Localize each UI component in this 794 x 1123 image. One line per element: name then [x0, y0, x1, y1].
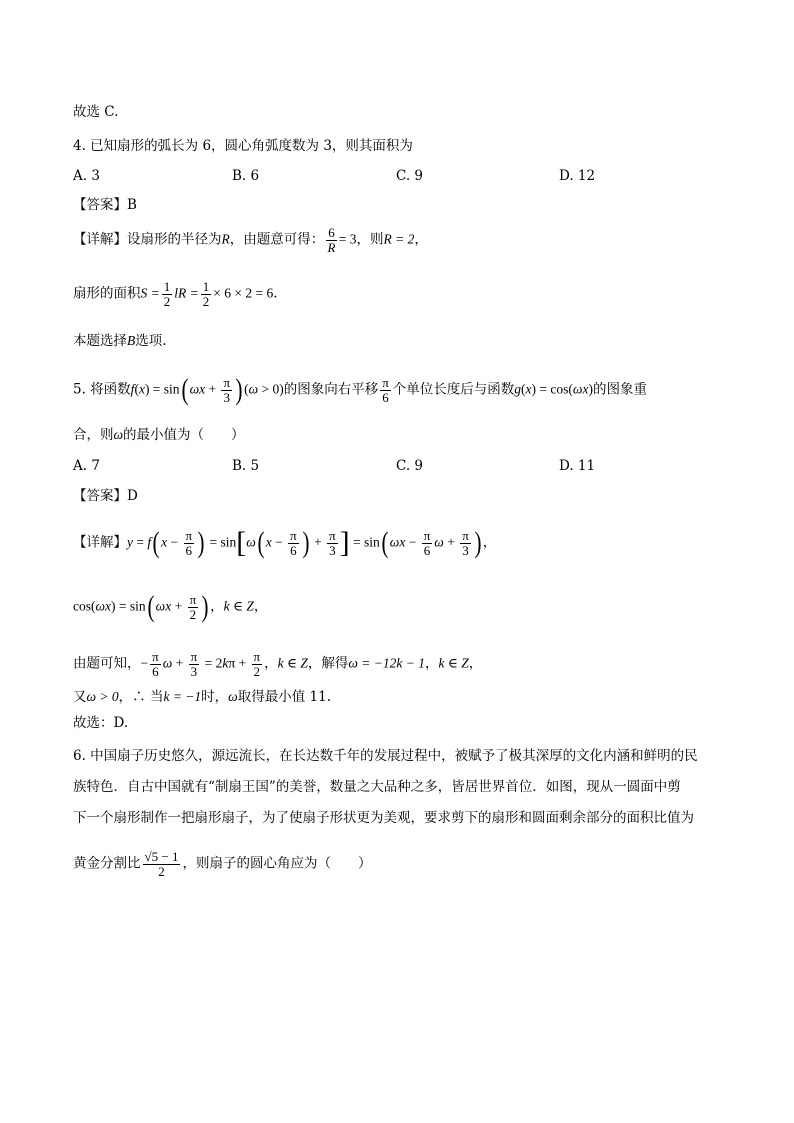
- q6-line4: 黄金分割比 $\frac{√5 - 1}{2}$ ，则扇子的圆心角应为（ ）: [73, 849, 372, 879]
- q5-option-a: A. 7: [73, 458, 100, 474]
- q5-answer: 【答案】D: [73, 488, 138, 504]
- q5-option-d: D. 11: [559, 458, 596, 474]
- q5-option-b: B. 5: [232, 458, 260, 474]
- fraction-one-half: $\frac{1}{2}$: [202, 279, 210, 309]
- q4-conclusion: 本题选择B选项.: [73, 333, 167, 349]
- fraction-pi-over-3: $\frac{\pi}{3}$: [223, 374, 231, 405]
- q6-line3: 下一个扇形制作一把扇形扇子，为了使扇子形状更为美观，要求剪下的扇形和圆面剩余部分的面积比值为: [73, 810, 694, 826]
- fraction-6-over-R: $\frac{6}{R}$: [327, 225, 336, 255]
- q5-option-c: C. 9: [396, 458, 424, 474]
- prev-answer: 故选 C.: [73, 104, 119, 120]
- q5-detail-line4: 又ω > 0，∴ 当k = −1时，ω取得最小值 11.: [73, 689, 331, 705]
- q4-option-a: A. 3: [73, 168, 100, 184]
- q4-option-b: B. 6: [232, 168, 260, 184]
- q4-detail-line1: 【详解】设扇形的半径为R，由题意可得： $\frac{6}{R}$ = 3，则R = 2，: [73, 225, 428, 255]
- q4-detail-line2: 扇形的面积S = $\frac{1}{2}$ lR = $\frac{1}{2}$ × 6 × 2 = 6.: [73, 279, 278, 309]
- q5-final: 故选：D.: [73, 715, 129, 731]
- fraction-golden-ratio: $\frac{√5 - 1}{2}$: [144, 849, 179, 879]
- q5-detail-line2: cos(ωx) = sin( ωx + $\frac{\pi}{2}$ ) ，k ∈ Z，: [73, 590, 268, 623]
- q4-answer: 【答案】B: [73, 197, 137, 213]
- q6-line1: 6. 中国扇子历史悠久，源远流长，在长达数千年的发展过程中，被赋予了极其深厚的文化内涵和鲜明的民: [73, 748, 698, 764]
- fraction-one-half: $\frac{1}{2}$: [163, 279, 171, 309]
- q5-detail-line3: 由题可知，− $\frac{\pi}{6}$ ω + $\frac{\pi}{3}$ = 2kπ + $\frac{\pi}{2}$ ，k ∈ Z，解得ω = −12k − 1，k ∈ Z，: [73, 649, 483, 679]
- q4-option-d: D. 12: [559, 168, 596, 184]
- q4-option-c: C. 9: [396, 168, 424, 184]
- q6-line2: 族特色．自古中国就有“制扇王国”的美誉，数量之大品种之多，皆居世界首位．如图，现从一圆面中剪: [73, 779, 681, 795]
- q5-stem-line1: 5. 将函数f(x) = sin( ωx + $\frac{\pi}{3}$ ) (ω > 0)的图象向右平移 $\frac{\pi}{6}$ 个单位长度后与函数g(x) = cos(ωx)的图象重: [73, 373, 647, 406]
- detail-label: 【详解】: [73, 231, 127, 248]
- q5-detail-line1: 【详解】y = f( x − $\frac{\pi}{6}$ ) = sin[ω( x − $\frac{\pi}{6}$ ) + $\frac{\pi}{3}$ ] = sin( ωx − $\frac{\pi}{6}$ ω + $\frac{\pi}{3}$ ) ，: [73, 526, 497, 559]
- fraction-pi-over-6: $\frac{\pi}{6}$: [382, 374, 389, 405]
- q5-stem-line2: 合，则ω的最小值为（ ）: [73, 427, 245, 443]
- q4-stem: 4. 已知扇形的弧长为 6，圆心角弧度数为 3，则其面积为: [73, 138, 413, 154]
